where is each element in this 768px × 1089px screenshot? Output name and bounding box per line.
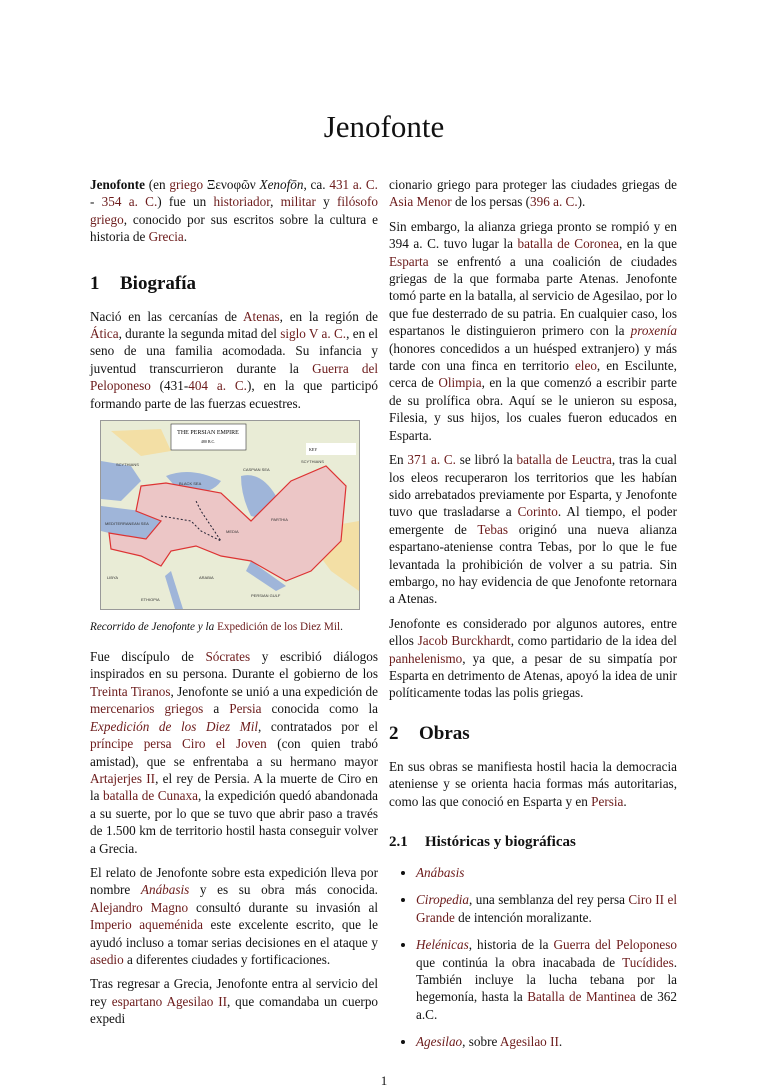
wiki-link[interactable]: príncipe persa Ciro el Joven [90,736,267,752]
section-number: 2 [389,722,399,744]
text-run: , ya que, a pesar de su simpatía por Esparta en detrimento de Atenas, apoyó la idea de unir políticamente todas las polis griegas. [389,650,677,701]
wiki-link[interactable]: asedio [90,951,124,967]
map-label: SCYTHIANS [116,462,139,468]
wiki-link[interactable]: griego [169,177,204,192]
wiki-link[interactable]: batalla de Leuctra [516,452,612,468]
wiki-link[interactable]: Helénicas [416,937,469,953]
wiki-link[interactable]: Tebas [477,521,508,537]
map-image [101,421,359,609]
list-item [389,1033,677,1050]
map-label: CASPIAN SEA [243,467,270,473]
persian-empire-map[interactable] [100,420,360,610]
text-run: Nació en las cercanías de [90,308,244,324]
wiki-link[interactable]: historiador [213,194,271,210]
text-run: . [183,229,188,245]
subsection-heading-historicas [389,832,677,852]
map-label: ARABIA [199,575,214,581]
wiki-link[interactable]: Expedición de los Diez Mil [90,718,259,734]
wiki-link[interactable]: Atenas [243,308,280,324]
text-run: , historia de la [468,937,554,953]
text-run: Sin embargo, la alianza griega pronto se rompió y en 394 a. C. tuvo lugar la [389,218,677,252]
wiki-link[interactable]: Corinto [517,504,558,520]
section-heading-obras [389,722,677,746]
paragraph [389,218,677,444]
biografia-paragraph-1 [90,308,378,412]
text-run: conocida como la [261,701,378,717]
list-item [389,891,677,926]
wiki-link[interactable]: Alejandro Magno [90,899,189,915]
text-run: ), en la que participó formando parte de las fuerzas ecuestres. [90,378,378,411]
text-run: se enfrentó a una coalición de ciudades griegas de la que formaba parte Atenas. Jenofonte tomó parte en la batalla, al servicio de Agesilao, por lo que fue desterrado de su patria. En cualquier caso, los espartanos le distinguieron primero con la [389,253,677,339]
wiki-link[interactable]: mercenarios griegos [90,701,204,717]
text-run: y es su obra más conocida. [189,882,378,898]
map-title: THE PERSIAN EMPIRE [177,430,239,437]
map-label: LIBYA [107,575,119,581]
wiki-link[interactable]: 371 a. C. [407,452,456,468]
text-run: , la expedición quedó abandonada a su suerte, por lo que se tuvo que abrir paso a través de 1.500 km de territorio hostil hasta conseguir volver a Grecia. [90,788,378,856]
text-run: Recorrido de Jenofonte y la [90,621,218,634]
text-run: , [270,194,281,210]
text-run: a [203,701,230,717]
text-run: . [623,793,627,809]
wiki-link[interactable]: Esparta [389,253,429,269]
wiki-link[interactable]: Asia Menor [389,194,452,210]
text-run: originó una nueva alianza espartano-ateniense contra Tebas, por lo que le fue levantada la prohibición de volver a su patria. Sin embargo, no hay evidencia de que Jenofonte retornara a Atenas. [389,521,677,607]
section-number: 2.1 [389,834,408,850]
section-heading-biografia [90,272,378,296]
wiki-link[interactable]: Persia [229,701,262,717]
list-item [389,864,677,881]
wiki-link[interactable]: Batalla de Mantinea [527,989,636,1005]
wiki-link[interactable]: proxenía [630,323,677,339]
text-run: , en la que [618,236,677,252]
text-run: Fue discípulo de [90,649,206,665]
intro-paragraph [90,176,378,246]
text-run: , tras la cual los eleos recuperaron los territorios que les habían sido arrebatados previamente por Esparta, y Jenofonte tuvo que trasladarse a [389,452,677,520]
text-run: de intención moralizante. [454,909,592,925]
wiki-link[interactable]: Grecia [148,229,184,245]
biografia-paragraph-4 [90,975,378,1027]
text-run: (honores concedidos a un huésped extranjero) y más tarde con una finca en territorio [389,340,677,374]
text-run: - [90,194,102,210]
wiki-link[interactable]: siglo V a. C. [280,326,347,342]
text-run: , durante la segunda mitad del [118,326,281,342]
text-run: Jenofonte [90,177,145,192]
section-title: Biografía [120,272,196,294]
text-run: . [558,1034,563,1050]
wiki-link[interactable]: Ática [90,326,119,342]
wiki-link[interactable]: espartano [111,993,163,1009]
wiki-link[interactable]: Expedición de los Diez Mil [217,621,341,634]
section-title: Obras [419,722,470,744]
wiki-link[interactable]: Guerra del Peloponeso [90,360,379,394]
text-run: y [315,194,337,210]
text-run: , sobre [462,1034,500,1050]
section-title: Históricas y biográficas [425,834,576,850]
wiki-link[interactable]: Persia [591,793,624,809]
wiki-link[interactable]: Anábasis [140,882,190,898]
text-run: , en la región de [279,308,378,324]
text-run: (en [144,177,170,192]
text-run: este excelente escrito, que le ayudó incluso a tomar serias decisiones en el ataque y [90,917,378,950]
wiki-link[interactable]: 431 a. C. [329,177,378,192]
wiki-link[interactable]: eleo [574,358,597,374]
text-run: El relato de Jenofonte sobre esta expedición lleva por nombre [90,864,378,898]
map-label: BLACK SEA [179,481,202,487]
wiki-link[interactable]: militar [280,194,316,210]
biografia-paragraph-2 [90,648,378,857]
wiki-link[interactable]: Tucídides [622,954,674,970]
left-column [90,176,378,1035]
wiki-link[interactable]: Imperio aqueménida [90,917,203,933]
wiki-link[interactable]: batalla de Cunaxa [103,788,198,804]
paragraph [389,451,677,608]
wiki-link[interactable]: Ciro II el Grande [416,892,678,925]
map-subtitle: 480 B.C. [200,439,216,445]
map-label: SCYTHIANS [301,459,324,465]
wiki-link[interactable]: Olimpia [438,375,482,391]
text-run: se libró la [455,452,517,468]
text-run: de los persas ( [451,194,531,210]
text-run: (431- [150,378,189,394]
map-label: ETHIOPIA [141,597,160,603]
wiki-link[interactable]: 354 a. C. [101,194,158,210]
paragraph [389,615,677,702]
wiki-link[interactable]: Jacob Burckhardt [417,633,511,649]
text-run: a diferentes ciudades y fortificaciones. [123,951,331,967]
text-run: (con quien trabó amistad), que se enfrentaba a su hermano mayor [90,736,379,769]
text-run: , el rey de Persia. A la muerte de Ciro en la [90,770,378,804]
text-run: , Jenofonte se unió a una expedición de [170,683,378,699]
wiki-link[interactable]: Ciropedia [416,892,469,908]
text-run: , conocido por sus escritos sobre la cultura e historia de [90,211,378,245]
text-run: consultó durante su invasión al [188,899,378,915]
wiki-link[interactable]: Anábasis [416,865,465,880]
text-run: Xenofōn [259,177,304,192]
text-run: cionario griego para proteger las ciudades griegas de [389,177,677,192]
text-run: ) fue un [157,194,214,210]
wiki-link[interactable]: Agesilao II [499,1034,559,1050]
text-run: . También incluye la lucha tebana por la hegemonía, hasta la [416,954,677,1005]
text-run: y escribió diálogos inspirados en su persona. Durante el gobierno de los [90,649,378,682]
wiki-link[interactable]: Artajerjes II [90,770,156,786]
text-run: , ca. [303,177,330,192]
text-run: . [340,621,343,634]
page-number: 1 [380,1072,388,1088]
map-caption [90,620,378,634]
text-run: Jenofonte es considerado por algunos autores, entre ellos [389,615,677,649]
text-run: , en la que comenzó a escribir parte de su prolífica obra. Aquí se le unieron su esposa, Filesia, y sus hijos, los cuales fueron educados en Esparta. [389,375,677,443]
wiki-link[interactable]: Agesilao II [166,993,227,1009]
wiki-link[interactable]: Treinta Tiranos [90,683,171,699]
list-item [389,936,677,1023]
map-label: MEDIA [226,529,239,535]
map-label: PERSIAN GULF [251,593,281,599]
text-run: ). [577,194,586,210]
wiki-link[interactable]: panhelenismo [389,650,463,666]
wiki-link[interactable]: Guerra del Peloponeso [553,937,677,953]
map-key: KEY [309,447,318,453]
map-label: MEDITERRANEAN SEA [105,521,149,527]
text-run: , que comandaba un cuerpo expedi [90,993,379,1027]
wiki-link[interactable]: filósofo [336,194,379,210]
map-label: PARTHIA [271,517,288,523]
text-run: Ξενοφῶν [203,177,260,192]
paragraph [389,176,677,211]
wiki-link[interactable]: Agesilao [416,1034,463,1050]
right-column [389,176,677,1061]
wiki-link[interactable]: griego [90,211,124,227]
text-run: En [389,452,408,468]
text-run: , en el seno de una familia acomodada. Su infancia y juventud transcurrieron durante la [90,326,379,376]
text-run: , una semblanza del rey persa [469,892,629,908]
obras-paragraph [389,758,677,810]
text-run: Tras regresar a Grecia, Jenofonte entra al servicio del rey [90,976,378,1009]
text-run: En sus obras se manifiesta hostil hacia la democracia ateniense y se orienta hacia formas más autoritarias, como las que conoció en Esparta y en [389,758,677,809]
text-run: . Al tiempo, el poder emergente de [389,504,677,537]
text-run: que continúa la obra inacabada de [416,954,623,970]
text-run: , como partidario de la idea del [510,633,677,649]
page-title: Jenofonte [323,109,445,144]
wiki-link[interactable]: batalla de Coronea [517,236,619,252]
text-run: , contratados por el [258,718,378,734]
wiki-link[interactable]: 404 a. C. [188,378,247,394]
section-number: 1 [90,272,100,294]
biografia-paragraph-3 [90,864,378,968]
works-list [389,864,677,1051]
wiki-link[interactable]: Sócrates [205,649,251,665]
text-run: , en Escilunte, cerca de [389,358,677,391]
text-run: de 362 a.C. [416,989,677,1022]
wiki-link[interactable]: 396 a. C. [530,194,578,210]
